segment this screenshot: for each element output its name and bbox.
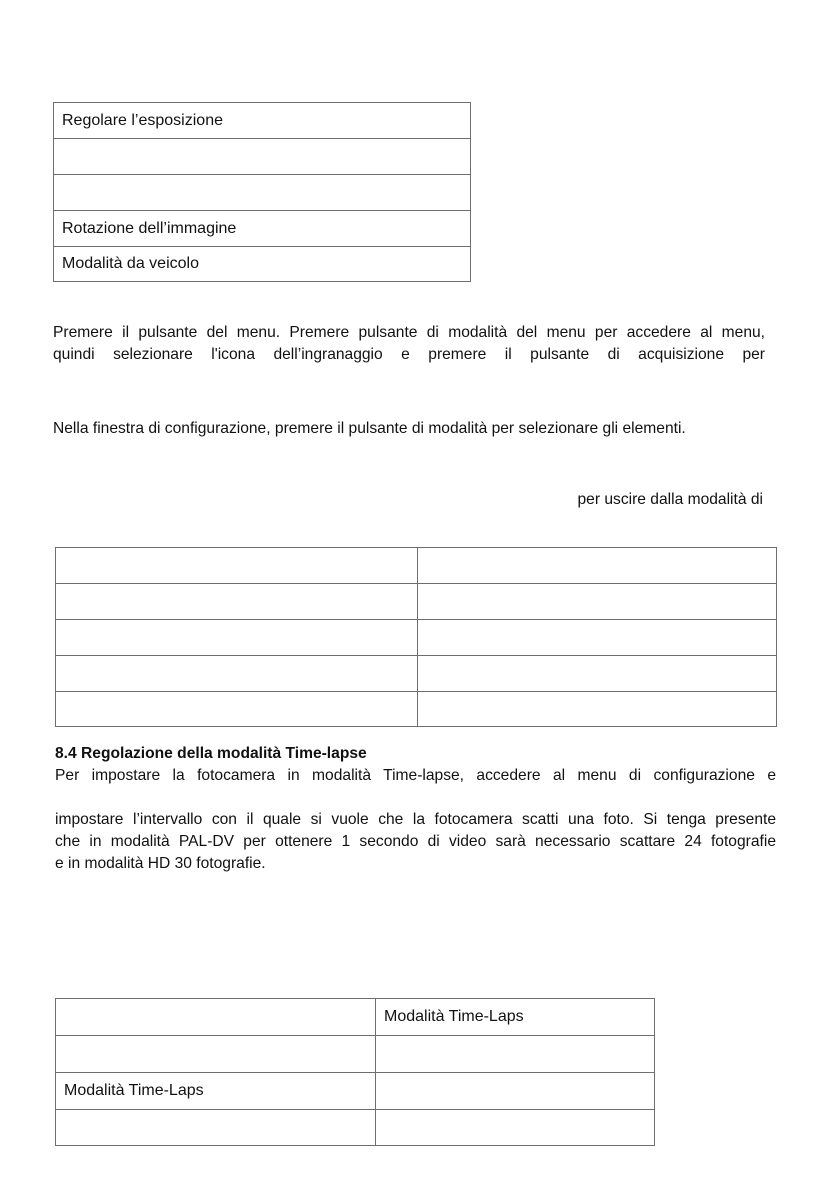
- time-lapse-paragraph: [55, 809, 776, 875]
- table-cell: [56, 1036, 376, 1073]
- paragraph-line: che in modalità PAL-DV per ottenere 1 secondo di video sarà necessario scattare 24 fotografie: [55, 833, 776, 850]
- empty-grid-table: [55, 547, 777, 727]
- table-cell: [56, 548, 418, 584]
- table-cell: [418, 692, 777, 727]
- paragraph-line: Per impostare la fotocamera in modalità Time-lapse, accedere al menu di configurazione e: [55, 767, 776, 784]
- paragraph-line: e in modalità HD 30 fotografie.: [55, 855, 266, 872]
- table-cell: Modalità da veicolo: [54, 247, 471, 282]
- table-cell: [54, 175, 471, 211]
- paragraph-line: Premere il pulsante del menu. Premere pulsante di modalità del menu per accedere al menu,: [53, 324, 765, 341]
- table-cell: [54, 139, 471, 175]
- table-cell: [56, 1110, 376, 1146]
- paragraph-line: quindi selezionare l'icona dell’ingranaggio e premere il pulsante di acquisizione per: [53, 346, 765, 363]
- time-lapse-table: [55, 998, 655, 1146]
- menu-instructions-paragraph: [53, 322, 765, 366]
- table-cell: [56, 584, 418, 620]
- table-cell: [418, 656, 777, 692]
- table-cell: Modalità Time-Laps: [376, 999, 655, 1036]
- table-cell: [56, 620, 418, 656]
- table-cell: Rotazione dell’immagine: [54, 211, 471, 247]
- table-cell: [376, 1110, 655, 1146]
- section-heading: 8.4 Regolazione della modalità Time-lapse: [55, 745, 367, 762]
- table-cell: Regolare l’esposizione: [54, 103, 471, 139]
- table-cell: [56, 999, 376, 1036]
- table-cell: [56, 692, 418, 727]
- paragraph-line: impostare l’intervallo con il quale si vuole che la fotocamera scatti una foto. Si tenga presente: [55, 811, 776, 828]
- table-cell: [376, 1073, 655, 1110]
- table-cell: Modalità Time-Laps: [56, 1073, 376, 1110]
- table-cell: [418, 548, 777, 584]
- settings-table: [53, 102, 471, 282]
- time-lapse-intro: [55, 765, 776, 787]
- exit-mode-fragment: per uscire dalla modalità di: [577, 491, 763, 508]
- table-cell: [418, 620, 777, 656]
- table-cell: [376, 1036, 655, 1073]
- table-cell: [56, 656, 418, 692]
- table-cell: [418, 584, 777, 620]
- config-window-paragraph: Nella finestra di configurazione, premere il pulsante di modalità per selezionare gli elementi.: [53, 420, 686, 437]
